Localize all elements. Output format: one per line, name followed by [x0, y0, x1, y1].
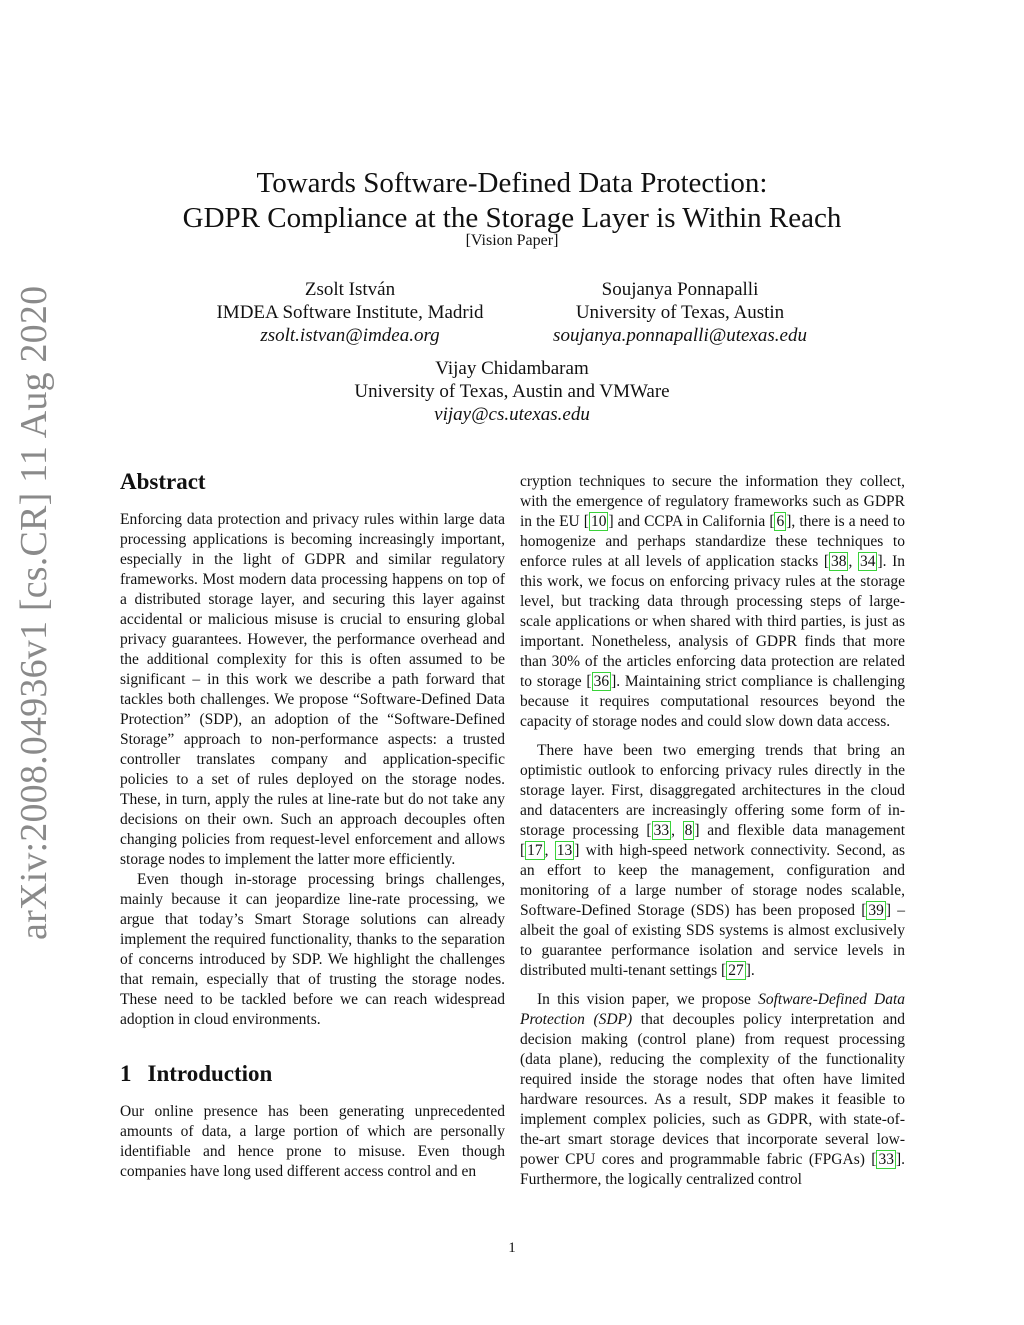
author-block-1 — [190, 278, 510, 347]
text-run: ], there is a need to homogenize and perhaps standardize these techniques to enforce rules at all levels of application stacks [ — [520, 513, 905, 570]
text-run: ] with high-speed network connectivity. Second, as an effort to keep the management, configuration and monitoring of a large number of storage nodes scalable, Software-Defined Storage (SDS) has been proposed [ — [520, 842, 905, 919]
citation-link[interactable]: 17 — [527, 842, 543, 859]
author-name: Vijay Chidambaram — [435, 358, 589, 379]
abstract-heading: Abstract — [120, 469, 206, 494]
paper-type-tag: [Vision Paper] — [465, 232, 559, 249]
citation-link[interactable]: 10 — [590, 513, 607, 530]
author-name: Soujanya Ponnapalli — [601, 279, 759, 300]
text-run: , — [848, 553, 858, 570]
text-run: ] and flexible data management [ — [520, 822, 905, 859]
text-run: ] – albeit the goal of existing SDS systems is almost exclusively to guarantee performance isolation and service levels in distributed multi-tenant settings [ — [520, 902, 905, 979]
citation-link[interactable]: 39 — [868, 902, 884, 919]
page-number: 1 — [508, 1240, 516, 1256]
citation-link[interactable]: 13 — [556, 842, 573, 859]
author-affiliation: University of Texas, Austin — [575, 302, 785, 323]
section-title: Introduction — [147, 1061, 273, 1086]
author-block-3 — [262, 357, 762, 426]
author-email[interactable]: zsolt.istvan@imdea.org — [260, 325, 440, 346]
right-column — [520, 472, 905, 1190]
emphasis-term: Software-Defined Data Protection (SDP) — [520, 991, 905, 1028]
text-run: ]. In this work, we focus on enforcing privacy rules at the storage level, but tracking data through processing steps of large-scale applications or when shared with third parties, is just as important. Nonetheless, analysis of GDPR finds that more than 30% of the articles enforcing data protection are related to storage [ — [520, 553, 905, 690]
text-run: ]. Furthermore, the logically centralized control — [520, 1151, 905, 1188]
abstract-paragraph-2: Even though in-storage processing brings challenges, mainly because it can jeopardize line-rate processing, we argue that today’s Smart Storage solutions can already implement the required functionality, thanks to the separation of concerns introduced by SDP. We highlight the challenges that remain, especially that of trusting the storage nodes. These need to be tackled before we can reach widespread adoption in cloud environments. — [120, 871, 505, 1028]
citation-link[interactable]: 6 — [776, 513, 785, 530]
intro-paragraph-1-part-b — [520, 472, 905, 732]
author-name: Zsolt István — [304, 279, 396, 300]
citation-link[interactable]: 34 — [859, 553, 876, 570]
citation-link[interactable]: 38 — [830, 553, 847, 570]
section-number: 1 — [120, 1061, 132, 1086]
title-line-1: Towards Software-Defined Data Protection: — [256, 167, 768, 199]
intro-paragraph-3 — [520, 990, 905, 1190]
text-run: , — [544, 842, 555, 859]
left-column — [120, 468, 505, 1182]
text-run: ]. — [745, 962, 755, 979]
citation-link[interactable]: 27 — [728, 962, 744, 979]
author-affiliation: University of Texas, Austin and VMWare — [354, 381, 670, 402]
text-run: ]. Maintaining strict compliance is challenging because it requires computational resources beyond the capacity of storage nodes and could slow down data access. — [520, 673, 905, 730]
introduction-heading — [120, 1060, 505, 1088]
intro-paragraph-1-part-a: Our online presence has been generating unprecedented amounts of data, a large portion of which are personally identifiable and hence prone to misuse. Even though companies have long used different access control and en — [120, 1103, 505, 1180]
text-run: ] and CCPA in California [ — [608, 513, 775, 530]
arxiv-identifier-stamp: arXiv:2008.04936v1 [cs.CR] 11 Aug 2020 — [13, 285, 55, 940]
citation-link[interactable]: 33 — [878, 1151, 894, 1168]
text-run: In this vision paper, we propose — [537, 991, 759, 1008]
citation-link[interactable]: 33 — [653, 822, 670, 839]
citation-link[interactable]: 8 — [684, 822, 693, 839]
text-run: , — [671, 822, 683, 839]
text-run: There have been two emerging trends that bring an optimistic outlook to enforcing privacy rules directly in the storage layer. First, disaggregated architectures in the cloud and datacenters are increasingly offering some form of in-storage processing [ — [520, 742, 905, 839]
paper-title — [100, 166, 924, 236]
author-block-2 — [520, 278, 840, 347]
author-affiliation: IMDEA Software Institute, Madrid — [216, 302, 484, 323]
citation-link[interactable]: 36 — [593, 673, 610, 690]
intro-paragraph-2 — [520, 741, 905, 981]
text-run: that decouples policy interpretation and decision making (control plane) from request processing (data plane), reducing the complexity of the functionality required inside the storage nodes that often have limited hardware resources. As a result, SDP makes it feasible to implement complex policies, such as GDPR, with state-of-the-art smart storage devices that incorporate several low-power CPU cores and programmable fabric (FPGAs) [ — [520, 1011, 905, 1168]
title-line-2: GDPR Compliance at the Storage Layer is Within Reach — [182, 202, 842, 234]
author-email[interactable]: soujanya.ponnapalli@utexas.edu — [553, 325, 807, 346]
author-email[interactable]: vijay@cs.utexas.edu — [434, 404, 590, 425]
text-run: cryption techniques to secure the information they collect, with the emergence of regulatory frameworks such as GDPR in the EU [ — [520, 473, 905, 530]
abstract-paragraph-1: Enforcing data protection and privacy rules within large data processing applications is becoming increasingly important, especially in the light of GDPR and similar regulatory frameworks. Most modern data processing happens on top of a distributed storage layer, and securing this layer against accidental or malicious misuse is crucial to ensuring global privacy guarantees. However, the performance overhead and the additional complexity for this is often assumed to be significant – in this work we describe a path forward that tackles both challenges. We propose “Software-Defined Data Protection” (SDP), an adoption of the “Software-Defined Storage” approach to non-performance aspects: a trusted controller translates company and application-specific policies to a set of rules deployed on the storage nodes. These, in turn, apply the rules at line-rate but do not take any decisions on their own. Such an approach decouples often changing policies from request-level enforcement and allows storage nodes to implement the latter more efficiently. — [120, 511, 505, 868]
